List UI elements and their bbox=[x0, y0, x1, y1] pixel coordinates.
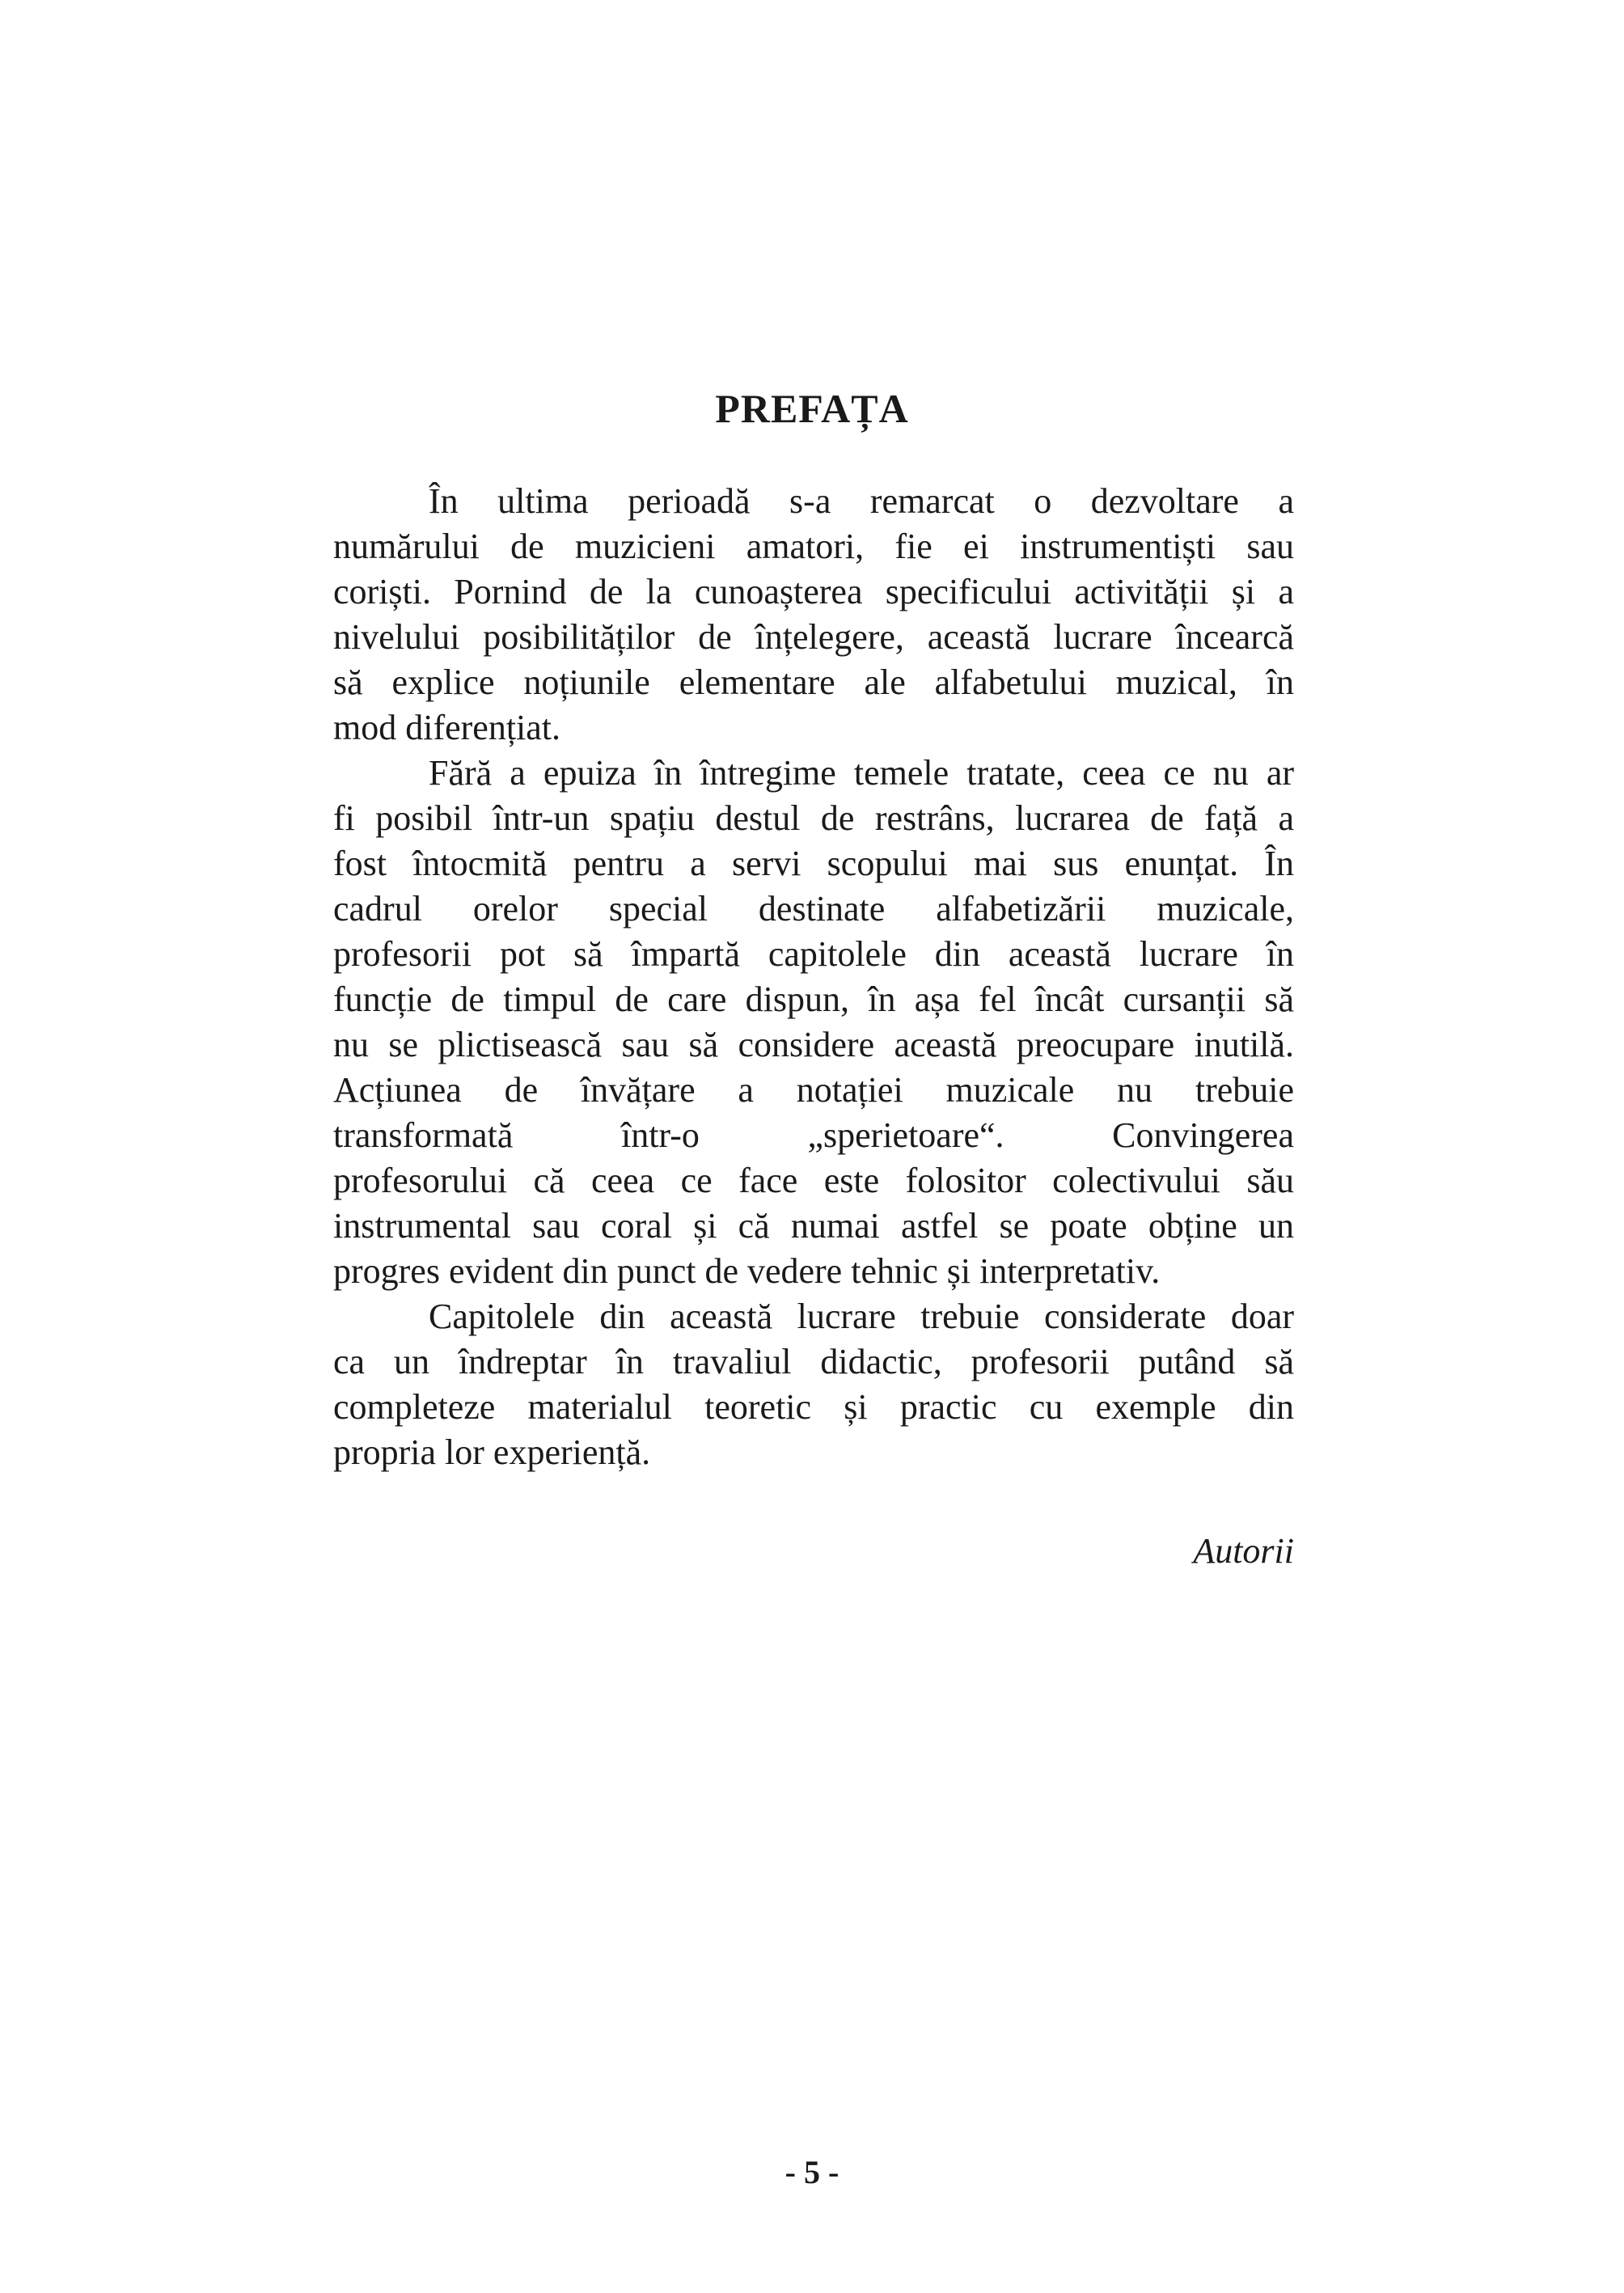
text-line: instrumental sau coral și că numai astfel se poate obține un bbox=[333, 1206, 1294, 1246]
text-line: profesorii pot să împartă capitolele din această lucrare în bbox=[333, 934, 1294, 974]
paragraph-2 bbox=[333, 751, 1294, 1294]
text-line: Fără a epuiza în întregime temele tratate, ceea ce nu ar bbox=[429, 753, 1294, 793]
text-line: Capitolele din această lucrare trebuie considerate doar bbox=[429, 1297, 1294, 1336]
text-line: fost întocmită pentru a servi scopului mai sus enunțat. În bbox=[333, 844, 1294, 883]
text-line: Acțiunea de învățare a notației muzicale nu trebuie bbox=[333, 1070, 1294, 1110]
paragraph-1 bbox=[333, 479, 1294, 751]
text-line: nu se plictisească sau să considere această preocupare inutilă. bbox=[333, 1025, 1294, 1064]
text-line: mod diferențiat. bbox=[333, 708, 561, 747]
page-title: PREFAȚA bbox=[715, 386, 909, 431]
text-line: funcție de timpul de care dispun, în așa fel încât cursanții să bbox=[333, 979, 1294, 1019]
text-line: numărului de muzicieni amatori, fie ei instrumentiști sau bbox=[333, 527, 1294, 566]
page-number: - 5 - bbox=[785, 2154, 839, 2190]
text-line: transformată într-o „sperietoare“. Convingerea bbox=[333, 1115, 1294, 1155]
paragraph-3 bbox=[333, 1294, 1294, 1475]
text-line: ca un îndreptar în travaliul didactic, profesorii putând să bbox=[333, 1342, 1294, 1381]
text-line: profesorului că ceea ce face este folositor colectivului său bbox=[333, 1161, 1294, 1200]
text-line: să explice noțiunile elementare ale alfabetului muzical, în bbox=[333, 662, 1294, 702]
text-line: cadrul orelor special destinate alfabetizării muzicale, bbox=[333, 889, 1294, 929]
signature: Autorii bbox=[1193, 1531, 1294, 1571]
text-line: nivelului posibilităților de înțelegere, această lucrare încearcă bbox=[333, 617, 1294, 657]
text-line: propria lor experiență. bbox=[333, 1432, 651, 1472]
text-line: fi posibil într-un spațiu destul de restrâns, lucrarea de față a bbox=[333, 798, 1294, 838]
text-line: progres evident din punct de vedere tehnic și interpretativ. bbox=[333, 1251, 1161, 1291]
preface-body bbox=[333, 479, 1294, 1475]
text-line: completeze materialul teoretic și practic cu exemple din bbox=[333, 1387, 1294, 1427]
text-line: În ultima perioadă s-a remarcat o dezvoltare a bbox=[429, 481, 1294, 521]
text-line: coriști. Pornind de la cunoașterea specificului activității și a bbox=[333, 572, 1294, 611]
